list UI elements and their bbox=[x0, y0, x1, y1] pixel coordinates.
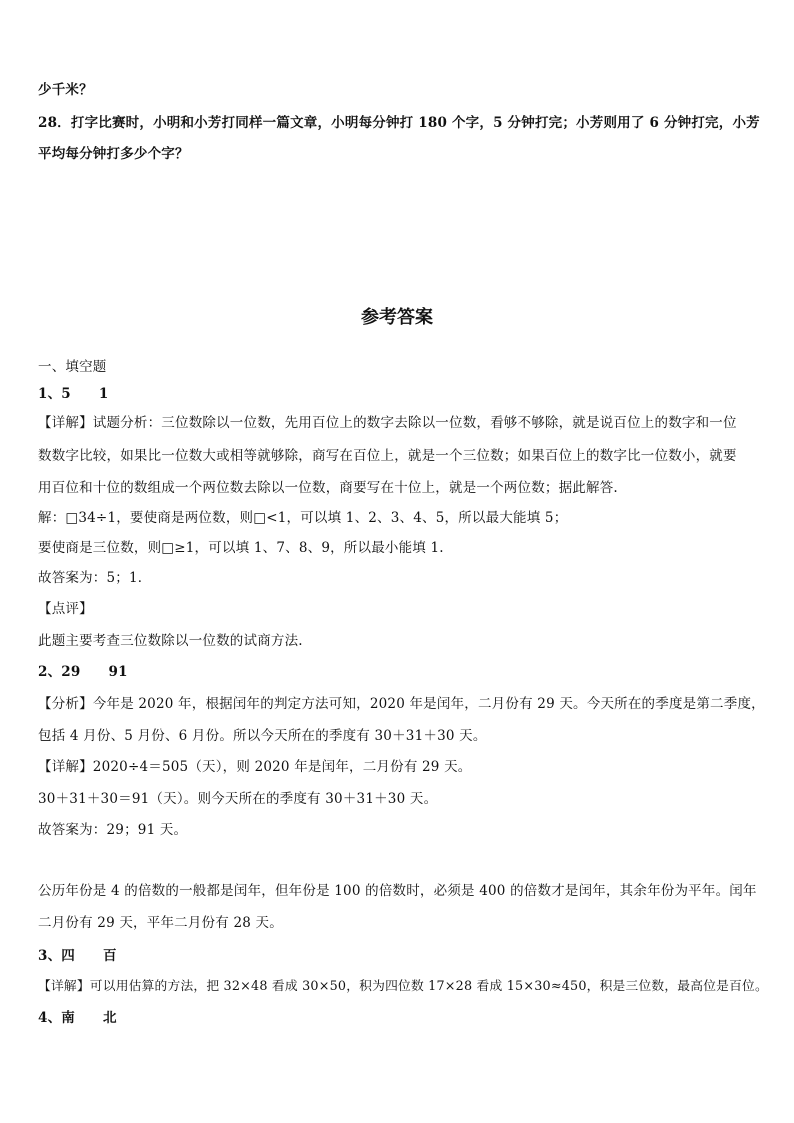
answer-1-first: 1、5 bbox=[38, 386, 71, 402]
q27-tail: 少千米？ bbox=[38, 82, 93, 98]
answer-3-second: 百 bbox=[103, 948, 117, 964]
q28-line-1: 28．打字比赛时，小明和小芳打同样一篇文章，小明每分钟打 180 个字，5 分钟打完；小芳则用了 6 分钟打完，小芳 bbox=[38, 115, 760, 131]
answer-1-header bbox=[38, 384, 108, 404]
section-fill-blank: 一、填空题 bbox=[38, 359, 107, 375]
answer-1-review-label: 【点评】 bbox=[38, 601, 93, 617]
answer-3-first: 3、四 bbox=[38, 948, 75, 964]
answer-2-analysis-2: 包括 4 月份、5 月份、6 月份。所以今天所在的季度有 30＋31＋30 天。 bbox=[38, 728, 487, 744]
answer-1-detail-6: 故答案为：5；1． bbox=[38, 570, 152, 586]
answer-2-detail-1: 【详解】2020÷4＝505（天），则 2020 年是闰年，二月份有 29 天。 bbox=[38, 759, 472, 775]
answer-2-second: 91 bbox=[108, 664, 128, 680]
answer-1-detail-1: 【详解】试题分析：三位数除以一位数，先用百位上的数字去除以一位数，看够不够除，就是说百位上的数字和一位 bbox=[38, 415, 737, 431]
answer-4-first: 4、南 bbox=[38, 1010, 75, 1026]
q28-line-2: 平均每分钟打多少个字？ bbox=[38, 146, 189, 162]
answer-2-first: 2、29 bbox=[38, 664, 81, 680]
answer-1-detail-2: 数数字比较，如果比一位数大或相等就够除，商写在百位上，就是一个三位数；如果百位上的数字比一位数小，就要 bbox=[38, 448, 737, 464]
answer-1-detail-3: 用百位和十位的数组成一个两位数去除以一位数，商要写在十位上，就是一个两位数；据此解答. bbox=[38, 480, 618, 496]
answer-4-header bbox=[38, 1008, 117, 1028]
answer-2-analysis-1: 【分析】今年是 2020 年，根据闰年的判定方法可知，2020 年是闰年，二月份有 29 天。今天所在的季度是第二季度， bbox=[38, 696, 765, 712]
answer-3-detail-1: 【详解】可以用估算的方法，把 32×48 看成 30×50，积为四位数 17×28 看成 15×30≈450，积是三位数，最高位是百位。 bbox=[38, 979, 768, 994]
answer-2-header bbox=[38, 662, 128, 682]
answer-2-note-2: 二月份有 29 天，平年二月份有 28 天。 bbox=[38, 915, 283, 931]
answer-3-header bbox=[38, 946, 117, 966]
answer-1-second: 1 bbox=[98, 386, 109, 402]
answer-1-detail-5: 要使商是三位数，则□≥1，可以填 1、7、8、9，所以最小能填 1. bbox=[38, 540, 444, 556]
answer-2-detail-2: 30＋31＋30＝91（天）。则今天所在的季度有 30＋31＋30 天。 bbox=[38, 791, 438, 807]
answer-1-review-text: 此题主要考查三位数除以一位数的试商方法. bbox=[38, 633, 303, 649]
answer-4-second: 北 bbox=[103, 1010, 117, 1026]
answers-title: 参考答案 bbox=[361, 307, 433, 328]
answer-2-note-1: 公历年份是 4 的倍数的一般都是闰年，但年份是 100 的倍数时，必须是 400 的倍数才是闰年，其余年份为平年。闰年 bbox=[38, 883, 757, 899]
answer-1-detail-4: 解：□34÷1，要使商是两位数，则□<1，可以填 1、2、3、4、5，所以最大能填 5； bbox=[38, 510, 568, 526]
answer-2-detail-3: 故答案为：29；91 天。 bbox=[38, 822, 188, 838]
